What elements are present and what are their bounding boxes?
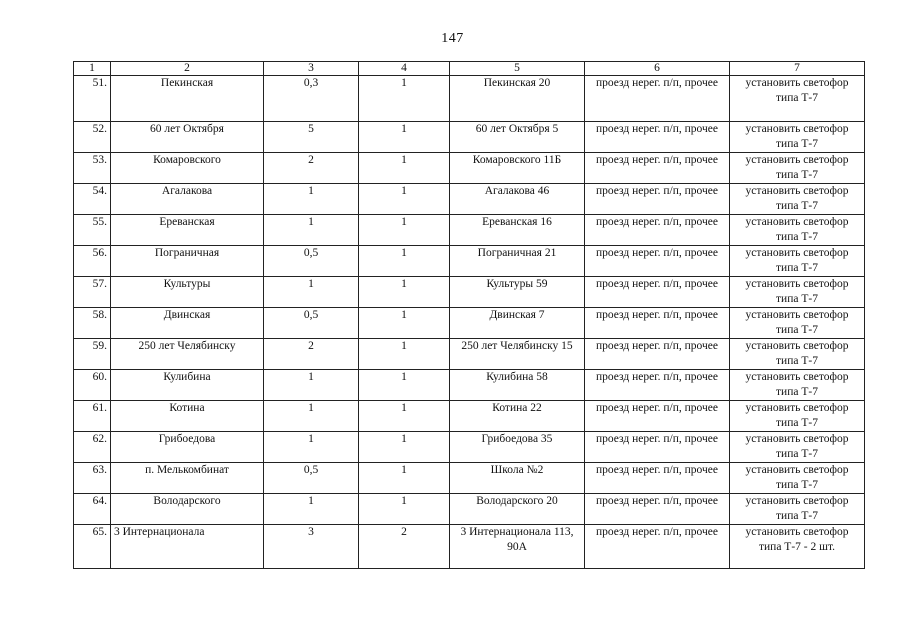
crossing-type: проезд нерег. п/п, прочее	[585, 339, 730, 370]
address-value: Грибоедова 35	[450, 432, 585, 463]
length-value: 2	[264, 339, 359, 370]
row-number: 60.	[74, 370, 111, 401]
action-value: установить светофор типа Т-7	[730, 246, 865, 277]
count-value: 1	[359, 184, 450, 215]
street-name: 3 Интернационала	[111, 525, 264, 569]
address-value: Котина 22	[450, 401, 585, 432]
address-value: Пекинская 20	[450, 76, 585, 122]
address-value: Агалакова 46	[450, 184, 585, 215]
row-number: 54.	[74, 184, 111, 215]
count-value: 1	[359, 215, 450, 246]
traffic-light-table	[73, 61, 865, 569]
table-row	[74, 463, 865, 494]
table-row	[74, 401, 865, 432]
length-value: 1	[264, 432, 359, 463]
crossing-type: проезд нерег. п/п, прочее	[585, 184, 730, 215]
length-value: 0,5	[264, 463, 359, 494]
table-row	[74, 153, 865, 184]
crossing-type: проезд нерег. п/п, прочее	[585, 432, 730, 463]
table-row	[74, 76, 865, 122]
address-value: Двинская 7	[450, 308, 585, 339]
length-value: 2	[264, 153, 359, 184]
crossing-type: проезд нерег. п/п, прочее	[585, 525, 730, 569]
address-value: Школа №2	[450, 463, 585, 494]
street-name: Котина	[111, 401, 264, 432]
crossing-type: проезд нерег. п/п, прочее	[585, 122, 730, 153]
table-header-row	[74, 62, 865, 76]
length-value: 1	[264, 401, 359, 432]
table-row	[74, 184, 865, 215]
count-value: 1	[359, 432, 450, 463]
length-value: 1	[264, 370, 359, 401]
street-name: Двинская	[111, 308, 264, 339]
row-number: 56.	[74, 246, 111, 277]
row-number: 57.	[74, 277, 111, 308]
count-value: 2	[359, 525, 450, 569]
action-value: установить светофор типа Т-7	[730, 153, 865, 184]
length-value: 1	[264, 277, 359, 308]
length-value: 1	[264, 184, 359, 215]
header-col-3: 3	[264, 62, 359, 76]
count-value: 1	[359, 153, 450, 184]
count-value: 1	[359, 308, 450, 339]
header-col-5: 5	[450, 62, 585, 76]
length-value: 0,5	[264, 308, 359, 339]
address-value: 60 лет Октября 5	[450, 122, 585, 153]
row-number: 55.	[74, 215, 111, 246]
action-value: установить светофор типа Т-7	[730, 308, 865, 339]
crossing-type: проезд нерег. п/п, прочее	[585, 153, 730, 184]
action-value: установить светофор типа Т-7	[730, 432, 865, 463]
count-value: 1	[359, 246, 450, 277]
crossing-type: проезд нерег. п/п, прочее	[585, 308, 730, 339]
action-value: установить светофор типа Т-7	[730, 277, 865, 308]
row-number: 63.	[74, 463, 111, 494]
row-number: 52.	[74, 122, 111, 153]
table-row	[74, 432, 865, 463]
street-name: Культуры	[111, 277, 264, 308]
crossing-type: проезд нерег. п/п, прочее	[585, 401, 730, 432]
street-name: Пограничная	[111, 246, 264, 277]
street-name: Грибоедова	[111, 432, 264, 463]
action-value: установить светофор типа Т-7	[730, 494, 865, 525]
row-number: 51.	[74, 76, 111, 122]
header-col-7: 7	[730, 62, 865, 76]
count-value: 1	[359, 463, 450, 494]
table-row	[74, 494, 865, 525]
row-number: 65.	[74, 525, 111, 569]
count-value: 1	[359, 122, 450, 153]
length-value: 5	[264, 122, 359, 153]
action-value: установить светофор типа Т-7	[730, 463, 865, 494]
street-name: Комаровского	[111, 153, 264, 184]
action-value: установить светофор типа Т-7	[730, 122, 865, 153]
action-value: установить светофор типа Т-7	[730, 401, 865, 432]
length-value: 1	[264, 494, 359, 525]
page-number: 147	[441, 31, 464, 46]
length-value: 0,5	[264, 246, 359, 277]
header-col-4: 4	[359, 62, 450, 76]
street-name: 60 лет Октября	[111, 122, 264, 153]
length-value: 0,3	[264, 76, 359, 122]
crossing-type: проезд нерег. п/п, прочее	[585, 277, 730, 308]
address-value: Кулибина 58	[450, 370, 585, 401]
count-value: 1	[359, 76, 450, 122]
count-value: 1	[359, 339, 450, 370]
street-name: Пекинская	[111, 76, 264, 122]
length-value: 3	[264, 525, 359, 569]
crossing-type: проезд нерег. п/п, прочее	[585, 215, 730, 246]
street-name: 250 лет Челябинску	[111, 339, 264, 370]
header-col-2: 2	[111, 62, 264, 76]
crossing-type: проезд нерег. п/п, прочее	[585, 463, 730, 494]
street-name: Володарского	[111, 494, 264, 525]
crossing-type: проезд нерег. п/п, прочее	[585, 76, 730, 122]
address-value: Пограничная 21	[450, 246, 585, 277]
action-value: установить светофор типа Т-7	[730, 184, 865, 215]
row-number: 53.	[74, 153, 111, 184]
table-row	[74, 339, 865, 370]
row-number: 61.	[74, 401, 111, 432]
crossing-type: проезд нерег. п/п, прочее	[585, 494, 730, 525]
address-value: 3 Интернационала 113, 90А	[450, 525, 585, 569]
street-name: Агалакова	[111, 184, 264, 215]
crossing-type: проезд нерег. п/п, прочее	[585, 370, 730, 401]
address-value: Володарского 20	[450, 494, 585, 525]
header-col-1: 1	[74, 62, 111, 76]
action-value: установить светофор типа Т-7	[730, 76, 865, 122]
table-row	[74, 215, 865, 246]
action-value: установить светофор типа Т-7	[730, 215, 865, 246]
street-name: п. Мелькомбинат	[111, 463, 264, 494]
action-value: установить светофор типа Т-7	[730, 339, 865, 370]
action-value: установить светофор типа Т-7 - 2 шт.	[730, 525, 865, 569]
address-value: Ереванская 16	[450, 215, 585, 246]
table-row	[74, 277, 865, 308]
table-row	[74, 246, 865, 277]
count-value: 1	[359, 401, 450, 432]
address-value: 250 лет Челябинску 15	[450, 339, 585, 370]
header-col-6: 6	[585, 62, 730, 76]
table-row	[74, 525, 865, 569]
count-value: 1	[359, 494, 450, 525]
row-number: 62.	[74, 432, 111, 463]
street-name: Кулибина	[111, 370, 264, 401]
table-body	[74, 76, 865, 569]
row-number: 58.	[74, 308, 111, 339]
table-row	[74, 308, 865, 339]
action-value: установить светофор типа Т-7	[730, 370, 865, 401]
address-value: Комаровского 11Б	[450, 153, 585, 184]
crossing-type: проезд нерег. п/п, прочее	[585, 246, 730, 277]
address-value: Культуры 59	[450, 277, 585, 308]
street-name: Ереванская	[111, 215, 264, 246]
table-row	[74, 370, 865, 401]
table-row	[74, 122, 865, 153]
count-value: 1	[359, 370, 450, 401]
count-value: 1	[359, 277, 450, 308]
length-value: 1	[264, 215, 359, 246]
row-number: 64.	[74, 494, 111, 525]
row-number: 59.	[74, 339, 111, 370]
